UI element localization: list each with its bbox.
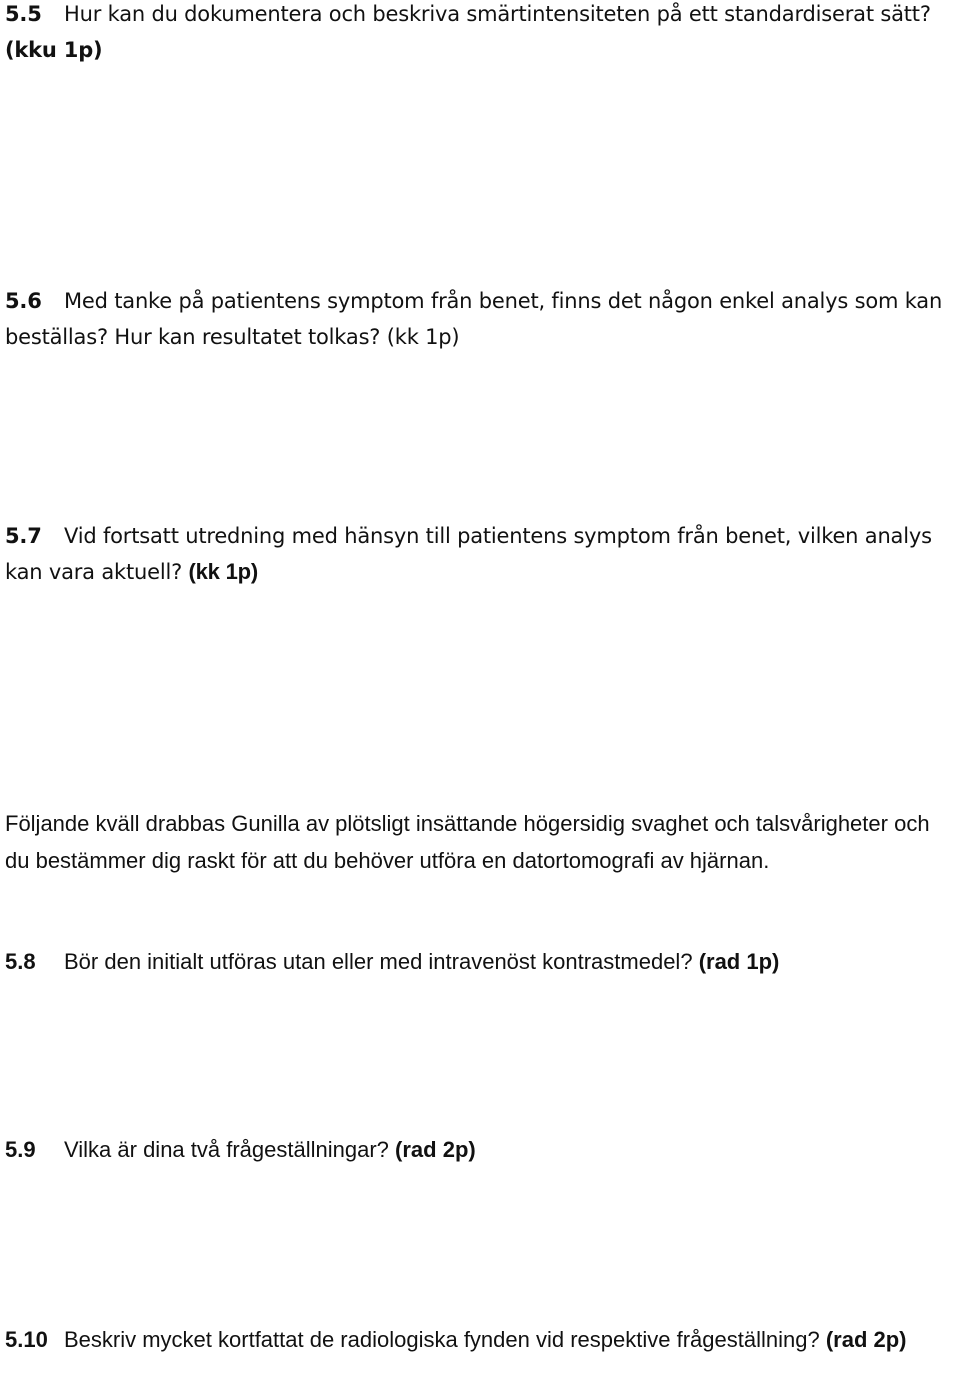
question-text: Beskriv mycket kortfattat de radiologiska fynden vid respektive frågeställning?: [64, 1327, 820, 1352]
question-text: Vilka är dina två frågeställningar?: [64, 1137, 389, 1162]
question-text: Med tanke på patientens symptom från benet, finns det någon enkel analys som kan beställas? Hur kan resultatet tolkas?: [5, 289, 943, 349]
question-points: (rad 2p): [395, 1137, 476, 1162]
question-5-5: [5, 0, 955, 68]
question-5-9: [5, 1132, 955, 1168]
case-intro-paragraph: Följande kväll drabbas Gunilla av plötsligt insättande högersidig svaghet och talsvårigheter och du bestämmer dig raskt för att du behöver utföra en datortomografi av hjärnan.: [5, 811, 930, 873]
question-text: Bör den initialt utföras utan eller med intravenöst kontrastmedel?: [64, 949, 693, 974]
question-number: 5.8: [5, 949, 36, 974]
question-5-7: [5, 518, 955, 590]
question-5-10: [5, 1322, 955, 1358]
question-points: (kk 1p): [386, 325, 460, 349]
question-points: (rad 2p): [825, 1327, 907, 1352]
question-number: 5.5: [5, 2, 42, 26]
question-points: (rad 1p): [698, 949, 780, 974]
question-5-6: [5, 283, 955, 355]
question-points: (kku 1p): [5, 38, 103, 62]
question-text: Vid fortsatt utredning med hänsyn till patientens symptom från benet, vilken analys kan vara aktuell?: [5, 524, 932, 584]
question-number: 5.10: [5, 1327, 48, 1352]
question-text: Hur kan du dokumentera och beskriva smärtintensiteten på ett standardiserat sätt?: [64, 2, 931, 26]
question-number: 5.6: [5, 289, 42, 313]
question-points: (kk 1p): [188, 559, 259, 584]
question-number: 5.9: [5, 1137, 36, 1162]
question-5-8: [5, 944, 955, 980]
question-number: 5.7: [5, 524, 42, 548]
